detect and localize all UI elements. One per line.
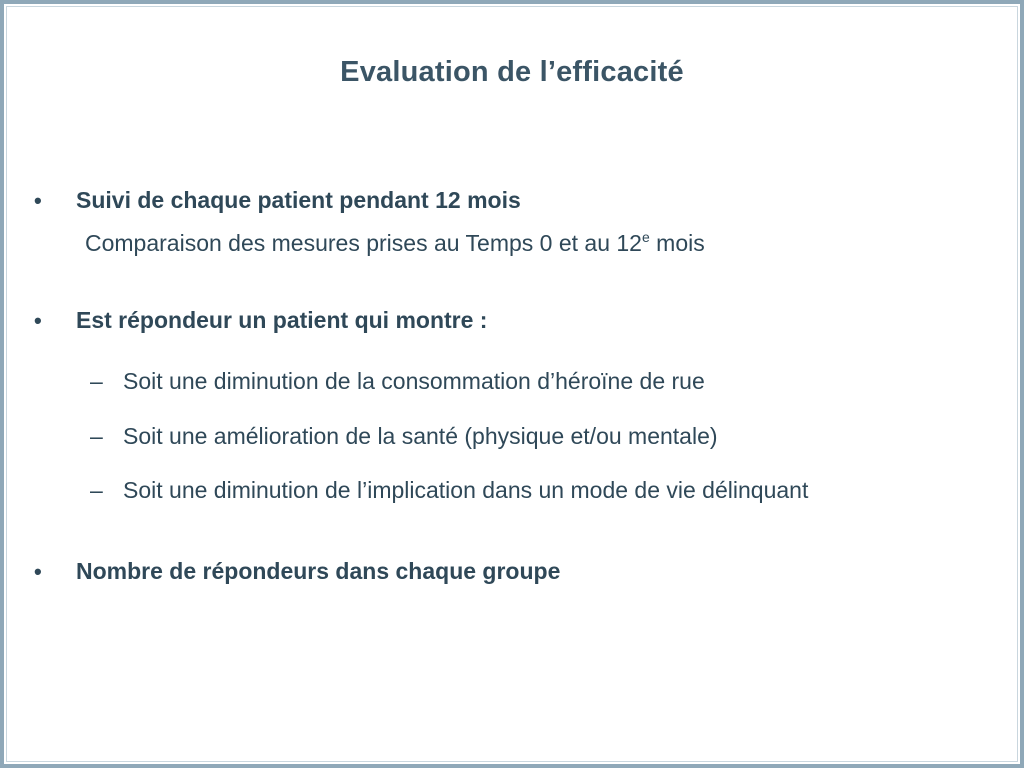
bullet-marker: • xyxy=(34,559,42,584)
subtext-after: mois xyxy=(649,230,705,256)
bullet-item-responder-definition xyxy=(34,307,487,334)
bullet-text: Nombre de répondeurs dans chaque groupe xyxy=(76,558,561,584)
sub-item-text: Soit une amélioration de la santé (physique et/ou mentale) xyxy=(123,423,718,449)
bullet-item-responder-count xyxy=(34,558,560,585)
subtext-before: Comparaison des mesures prises au Temps 0 et au 12 xyxy=(85,230,642,256)
sub-item-heroin-reduction xyxy=(90,368,705,395)
sub-item-text: Soit une diminution de la consommation d’héroïne de rue xyxy=(123,368,705,394)
slide-title: Evaluation de l’efficacité xyxy=(340,56,684,88)
bullet-marker: • xyxy=(34,188,42,213)
dash-marker: – xyxy=(90,477,103,503)
bullet-text: Suivi de chaque patient pendant 12 mois xyxy=(76,187,521,213)
subtext-superscript: e xyxy=(641,229,650,245)
dash-marker: – xyxy=(90,368,103,394)
sub-item-delinquency-reduction xyxy=(90,477,808,504)
bullet-item-follow-up xyxy=(34,187,521,214)
bullet-subtext-comparison xyxy=(85,230,705,257)
bullet-text: Est répondeur un patient qui montre : xyxy=(76,307,488,333)
sub-item-health-improvement xyxy=(90,423,718,450)
bullet-marker: • xyxy=(34,308,42,333)
sub-item-text: Soit une diminution de l’implication dans un mode de vie délinquant xyxy=(123,477,809,503)
dash-marker: – xyxy=(90,423,103,449)
